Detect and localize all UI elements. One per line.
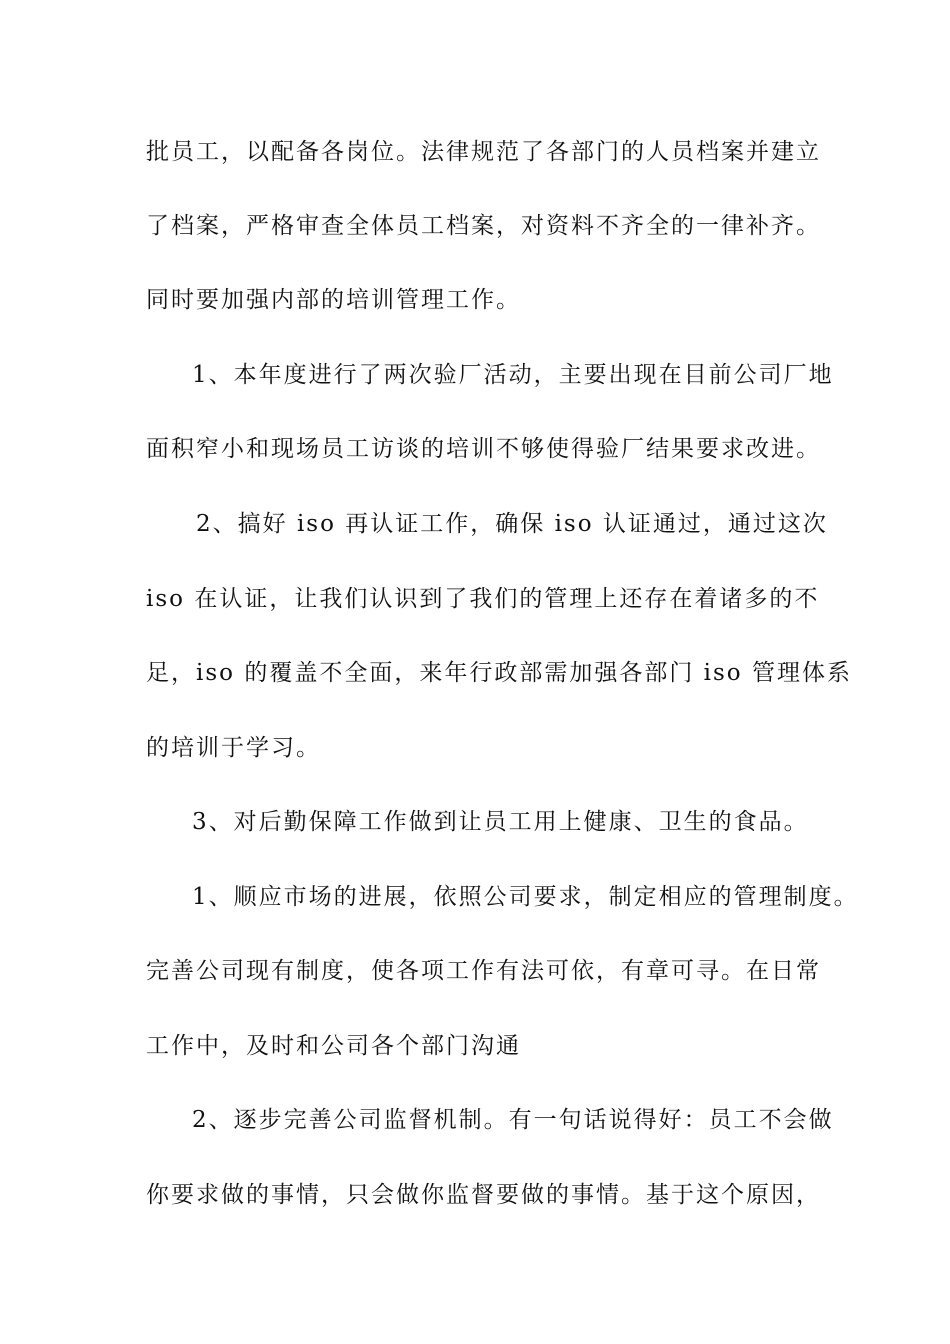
text-line: 2、搞好 iso 再认证工作，确保 iso 认证通过，通过这次 — [196, 511, 828, 537]
text-line: 3、对后勤保障工作做到让员工用上健康、卫生的食品。 — [192, 809, 809, 835]
text-line: 完善公司现有制度，使各项工作有法可依，有章可寻。在日常 — [146, 958, 821, 984]
text-line: 你要求做的事情，只会做你监督要做的事情。基于这个原因， — [146, 1182, 821, 1208]
text-line: 批员工，以配备各岗位。法律规范了各部门的人员档案并建立 — [146, 139, 821, 165]
text-line: iso 在认证，让我们认识到了我们的管理上还存在着诸多的不 — [146, 586, 820, 612]
text-line: 了档案，严格审查全体员工档案，对资料不齐全的一律补齐。 — [146, 213, 821, 239]
text-line: 同时要加强内部的培训管理工作。 — [146, 287, 521, 313]
text-line: 1、本年度进行了两次验厂活动，主要出现在目前公司厂地 — [192, 362, 834, 388]
text-line: 足，iso 的覆盖不全面，来年行政部需加强各部门 iso 管理体系 — [146, 660, 852, 686]
text-line: 1、顺应市场的进展，依照公司要求，制定相应的管理制度。 — [192, 884, 859, 910]
text-line: 工作中，及时和公司各个部门沟通 — [146, 1033, 521, 1059]
text-line: 面积窄小和现场员工访谈的培训不够使得验厂结果要求改进。 — [146, 436, 821, 462]
text-line: 2、逐步完善公司监督机制。有一句话说得好：员工不会做 — [192, 1107, 834, 1133]
text-line: 的培训于学习。 — [146, 735, 321, 761]
